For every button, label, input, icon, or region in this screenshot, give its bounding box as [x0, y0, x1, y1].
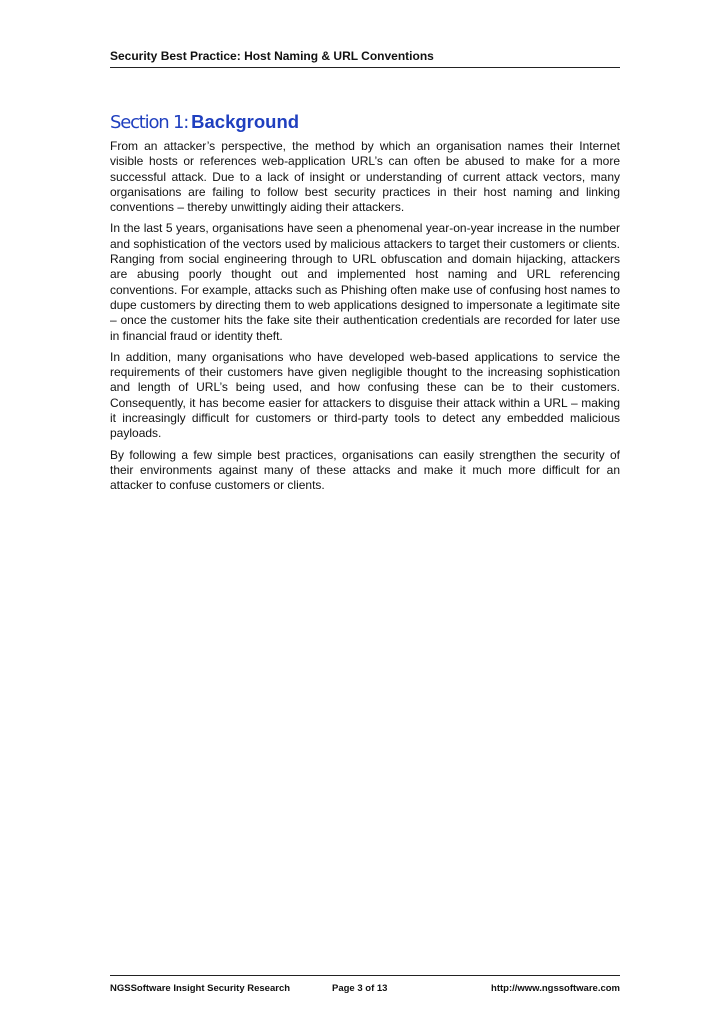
section-number: Section 1: [110, 112, 189, 133]
body-text [110, 139, 620, 500]
paragraph-3: In addition, many organisations who have developed web-based applications to service the requirements of their customers have given negligible thought to the increasing sophistication and length of URL’s being used, and how confusing these can be to their customers. Consequently, it has become easier for attackers to disguise their attack within a URL – making it increasingly difficult for customers or third-party tools to detect any embedded malicious payloads. [110, 349, 620, 441]
section-heading [110, 111, 620, 133]
footer-organisation: NGSSoftware Insight Security Research [110, 983, 291, 994]
page-header-title: Security Best Practice: Host Naming & URL Conventions [110, 49, 434, 63]
section-title: Background [191, 111, 300, 132]
paragraph-4: By following a few simple best practices, organisations can easily strengthen the security of their environments against many of these attacks and make it much more difficult for an attacker to confuse customers or clients. [110, 447, 620, 493]
footer-page-number: Page 3 of 13 [332, 983, 388, 994]
paragraph-2: In the last 5 years, organisations have seen a phenomenal year-on-year increase in the number and sophistication of the vectors used by malicious attackers to target their customers or clients. Ranging from social engineering through to URL obfuscation and domain hijacking, attackers are abusing poorly thought out and implemented host naming and URL referencing conventions. For example, attacks such as Phishing often make use of confusing host names to dupe customers by directing them to web applications designed to impersonate a legitimate site – once the customer hits the fake site their authentication credentials are recorded for later use in financial fraud or identity theft. [110, 221, 620, 343]
paragraph-1: From an attacker’s perspective, the method by which an organisation names their Internet visible hosts or references web-application URL’s can often be abused to make for a more successful attack. Due to a lack of insight or understanding of current attack vectors, many organisations are failing to follow best security practices in their host naming and linking conventions – thereby unwittingly aiding their attackers. [110, 139, 620, 215]
header-divider [110, 67, 620, 68]
footer-divider [110, 975, 620, 976]
footer-url: http://www.ngssoftware.com [491, 983, 620, 994]
